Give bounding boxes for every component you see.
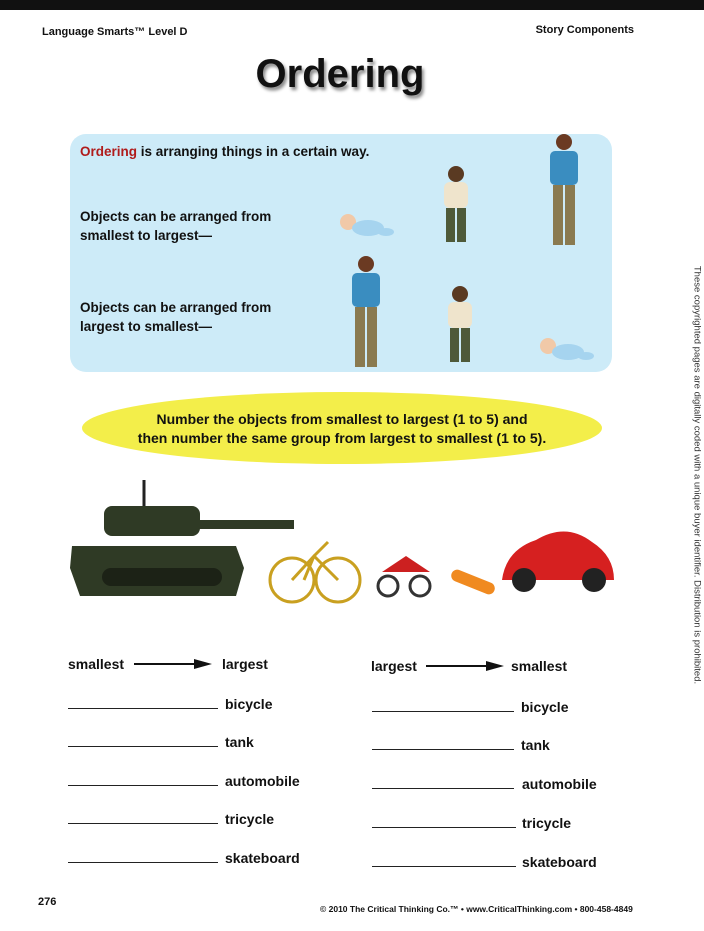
item-label: automobile	[225, 773, 300, 789]
baby-illustration	[336, 208, 396, 244]
item-label: bicycle	[225, 696, 273, 712]
page-number: 276	[38, 896, 57, 908]
man-illustration	[544, 133, 588, 249]
example-small-to-large	[80, 207, 271, 245]
answer-row	[68, 730, 308, 750]
definition-text	[80, 142, 369, 161]
item-label: skateboard	[225, 850, 300, 866]
answer-blank[interactable]	[372, 788, 514, 789]
item-label: tank	[225, 734, 254, 750]
tricycle-illustration	[378, 556, 430, 596]
top-border	[0, 0, 704, 10]
header-section: Story Components	[535, 24, 634, 36]
answer-blank[interactable]	[68, 862, 218, 863]
instruction-line: then number the same group from largest to smallest (1 to 5).	[137, 430, 547, 446]
answer-row	[68, 692, 308, 712]
answer-blank[interactable]	[68, 823, 218, 824]
left-column-from: smallest	[68, 656, 125, 672]
item-label: tricycle	[225, 811, 275, 827]
right-column-to: smallest	[511, 658, 568, 674]
item-label: skateboard	[522, 854, 597, 870]
answer-row	[68, 769, 328, 789]
page-title: Ordering	[255, 52, 425, 96]
item-label: automobile	[522, 776, 597, 792]
child-illustration	[436, 164, 476, 248]
baby-illustration	[536, 332, 596, 368]
vehicle-illustrations	[66, 476, 626, 610]
answer-row	[372, 695, 632, 715]
automobile-illustration	[502, 531, 614, 592]
copyright-notice-text: These copyrighted pages are digitally coded with a unique buyer identifier. Distribution is prohibited.	[691, 265, 703, 685]
item-label: bicycle	[521, 699, 569, 715]
definition-box	[70, 134, 612, 372]
example-line: Objects can be arranged from	[80, 209, 272, 224]
item-label: tank	[521, 737, 550, 753]
answer-blank[interactable]	[68, 708, 218, 709]
answer-row	[68, 807, 308, 827]
right-column-from: largest	[371, 658, 417, 674]
answer-blank[interactable]	[68, 746, 218, 747]
header-series: Language Smarts™ Level D	[42, 26, 188, 38]
left-column-to: largest	[222, 656, 268, 672]
example-line: largest to smallest—	[80, 319, 213, 334]
skateboard-illustration	[449, 568, 496, 596]
instruction-line: Number the objects from smallest to largest (1 to 5) and	[156, 411, 528, 427]
item-label: tricycle	[522, 815, 572, 831]
answer-blank[interactable]	[372, 866, 516, 867]
answer-blank[interactable]	[372, 749, 514, 750]
answer-blank[interactable]	[372, 827, 516, 828]
copyright-notice	[687, 240, 704, 710]
definition-keyword: Ordering	[80, 144, 138, 159]
answer-row	[372, 811, 632, 831]
example-line: Objects can be arranged from	[80, 300, 272, 315]
bicycle-illustration	[270, 542, 360, 602]
answer-blank[interactable]	[372, 711, 514, 712]
footer-copyright: © 2010 The Critical Thinking Co.™ • www.CriticalThinking.com • 800-458-4849	[320, 904, 633, 914]
answer-row	[68, 846, 328, 866]
arrow-right-icon	[134, 656, 214, 672]
tank-illustration	[70, 480, 294, 596]
man-illustration	[346, 255, 390, 371]
example-line: smallest to largest—	[80, 228, 213, 243]
instruction-text	[82, 410, 602, 448]
definition-rest: is arranging things in a certain way.	[137, 144, 370, 159]
answer-blank[interactable]	[68, 785, 218, 786]
answer-row	[372, 772, 642, 792]
arrow-right-icon	[426, 658, 506, 674]
child-illustration	[440, 284, 480, 368]
answer-row	[372, 850, 642, 870]
answer-row	[372, 733, 632, 753]
example-large-to-small	[80, 298, 271, 336]
